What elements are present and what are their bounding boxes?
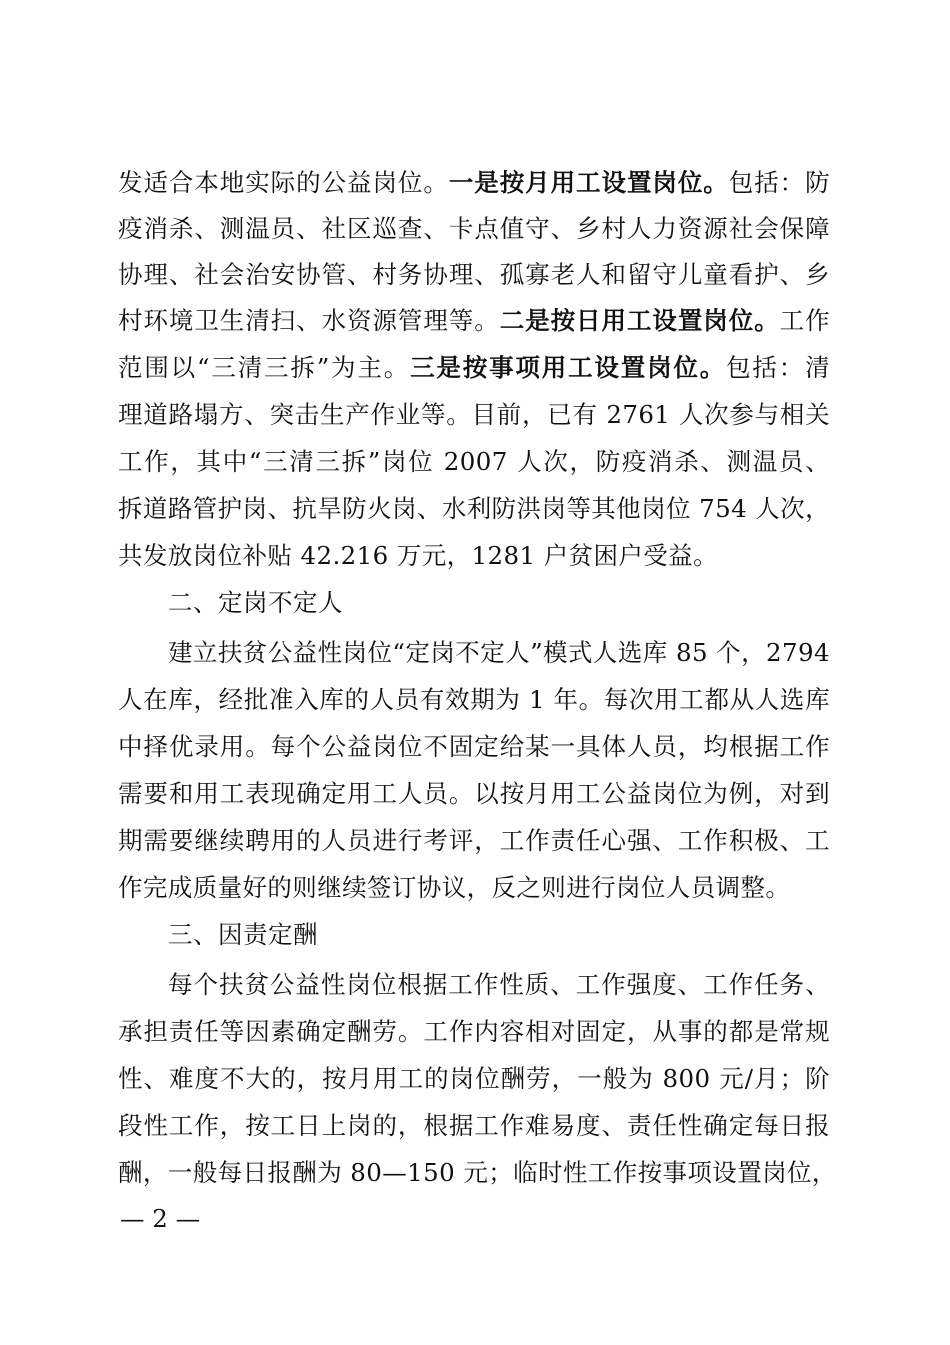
paragraph-line: 酬，一般每日报酬为 80—150 元；临时性工作按事项设置岗位，: [118, 1158, 837, 1187]
paragraph-line: 需要和用工表现确定用工人员。以按月用工公益岗位为例，对到: [118, 779, 830, 808]
paragraph-line: [118, 160, 830, 206]
text-run: 范围以“三清三拆”为主。: [118, 353, 411, 382]
text-run: 村环境卫生清扫、水资源管理等。: [118, 306, 500, 335]
text-run: 工作: [779, 306, 830, 335]
bold-phrase: 一是按月用工设置岗位。: [448, 168, 729, 197]
paragraph-line: 疫消杀、测温员、社区巡查、卡点值守、乡村人力资源社会保障: [118, 214, 830, 243]
paragraph-line: 中择优录用。每个公益岗位不固定给某一具体人员，均根据工作: [118, 732, 830, 761]
paragraph-line: 拆道路管护岗、抗旱防火岗、水利防洪岗等其他岗位 754 人次，: [118, 494, 830, 523]
paragraph-line: 建立扶贫公益性岗位“定岗不定人”模式人选库 85 个，2794: [168, 638, 830, 667]
bold-phrase: 三是按事项用工设置岗位。: [410, 353, 727, 382]
paragraph-line: 性、难度不大的，按月用工的岗位酬劳，一般为 800 元/月；阶: [118, 1064, 830, 1093]
paragraph-line: [118, 298, 830, 344]
paragraph-line: [118, 345, 830, 391]
paragraph-line: 工作，其中“三清三拆”岗位 2007 人次，防疫消杀、测温员、: [118, 447, 830, 476]
paragraph-line: 段性工作，按工日上岗的，根据工作难易度、责任性确定每日报: [118, 1111, 830, 1140]
paragraph-line: 理道路塌方、突击生产作业等。目前，已有 2761 人次参与相关: [118, 400, 830, 429]
section-heading: 二、定岗不定人: [168, 588, 343, 617]
text-run: 发适合本地实际的公益岗位。: [118, 168, 449, 197]
page-number: — 2 —: [120, 1204, 201, 1233]
bold-phrase: 二是按日用工设置岗位。: [499, 306, 780, 335]
paragraph-line: 共发放岗位补贴 42.216 万元，1281 户贫困户受益。: [118, 541, 718, 570]
paragraph-line: 人在库，经批准入库的人员有效期为 1 年。每次用工都从人选库: [118, 685, 830, 714]
section-heading: 三、因责定酬: [168, 920, 318, 949]
text-run: 包括：防: [728, 168, 830, 197]
paragraph-line: 每个扶贫公益性岗位根据工作性质、工作强度、工作任务、: [168, 970, 830, 999]
paragraph-line: 期需要继续聘用的人员进行考评，工作责任心强、工作积极、工: [118, 826, 830, 855]
paragraph-line: 承担责任等因素确定酬劳。工作内容相对固定，从事的都是常规: [118, 1017, 830, 1046]
paragraph-line: 作完成质量好的则继续签订协议，反之则进行岗位人员调整。: [118, 873, 791, 902]
text-run: 包括：清: [726, 353, 830, 382]
paragraph-line: 协理、社会治安协管、村务协理、孤寡老人和留守儿童看护、乡: [118, 260, 830, 289]
